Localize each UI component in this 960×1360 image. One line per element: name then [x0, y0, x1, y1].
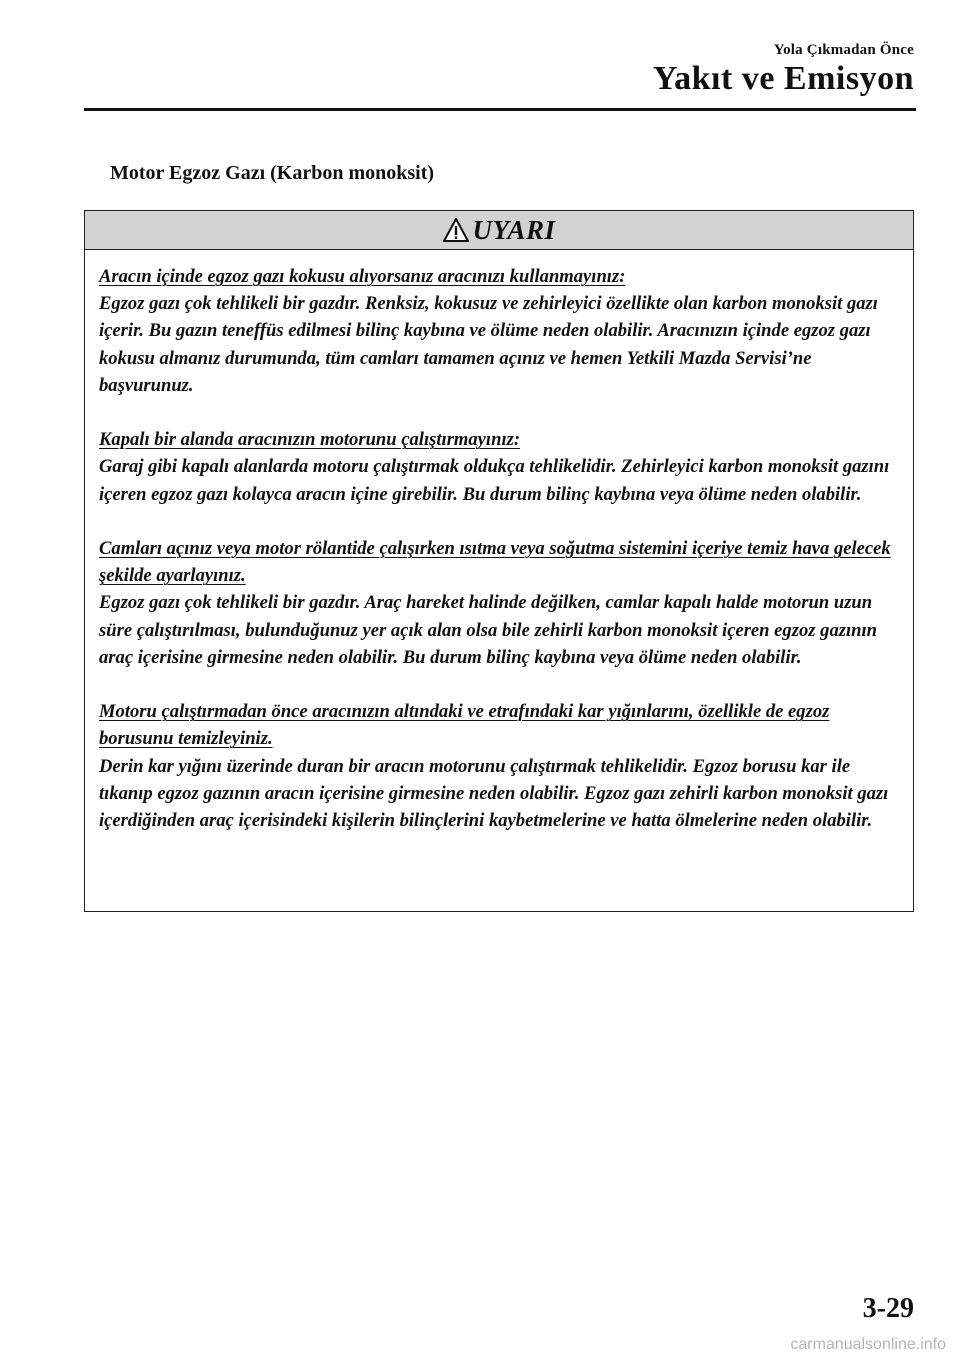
warning-item-heading: Camları açınız veya motor rölantide çalışırken ısıtma veya soğutma sistemini içeriye temiz hava gelecek şekilde ayarlayınız.	[99, 538, 891, 587]
warning-header	[85, 211, 913, 250]
chapter-title: Yola Çıkmadan Önce	[773, 42, 914, 58]
warning-triangle-icon	[442, 217, 470, 243]
page-title: Yakıt ve Emisyon	[652, 60, 914, 97]
header-divider	[84, 108, 916, 111]
warning-item-heading: Motoru çalıştırmadan önce aracınızın altındaki ve etrafındaki kar yığınlarını, özellikle de egzoz borusunu temizleyiniz.	[99, 701, 830, 750]
watermark: carmanualsonline.info	[790, 1336, 946, 1353]
warning-item	[99, 426, 899, 508]
warning-item-heading: Kapalı bir alanda aracınızın motorunu çalıştırmayınız:	[99, 429, 521, 451]
warning-label: UYARI	[472, 214, 556, 245]
warning-item-text: Egzoz gazı çok tehlikeli bir gazdır. Renksiz, kokusuz ve zehirleyici özellikte olan karbon monoksit gazı içerir. Bu gazın teneffüs edilmesi bilinç kaybına ve ölüme neden olabilir. Aracınızın içinde egzoz gazı kokusu almanız durumunda, tüm camları tamamen açınız ve hemen Yetkili Mazda Servisi’ne başvurunuz.	[99, 293, 878, 396]
warning-item-text: Garaj gibi kapalı alanlarda motoru çalıştırmak oldukça tehlikelidir. Zehirleyici karbon monoksit gazını içeren egzoz gazı kolayca aracın içine girebilir. Bu durum bilinç kaybına veya ölüme neden olabilir.	[99, 456, 890, 505]
warning-item	[99, 263, 899, 399]
warning-item	[99, 535, 899, 671]
warning-item-heading: Aracın içinde egzoz gazı kokusu alıyorsanız aracınızı kullanmayınız:	[99, 266, 626, 287]
page-number: 3-29	[862, 1293, 914, 1324]
warning-box	[84, 210, 914, 912]
warning-body	[85, 250, 913, 834]
warning-item-text: Derin kar yığını üzerinde duran bir aracın motorunu çalıştırmak tehlikelidir. Egzoz borusu kar ile tıkanıp egzoz gazının aracın içerisine girmesine neden olabilir. Egzoz gazı zehirli karbon monoksit gazı içerdiğinden araç içerisindeki kişilerin bilinçlerini kaybetmelerine ve hatta ölmelerine neden olabilir.	[99, 755, 889, 832]
warning-item-text: Egzoz gazı çok tehlikeli bir gazdır. Araç hareket halinde değilken, camlar kapalı halde motorun uzun süre çalıştırılması, bulunduğunuz yer açık alan olsa bile zehirli karbon monoksit içeren egzoz gazının araç içerisine girmesine neden olabilir. Bu durum bilinç kaybına veya ölüme neden olabilir.	[99, 592, 877, 668]
warning-item	[99, 698, 899, 834]
section-title: Motor Egzoz Gazı (Karbon monoksit)	[110, 162, 435, 184]
